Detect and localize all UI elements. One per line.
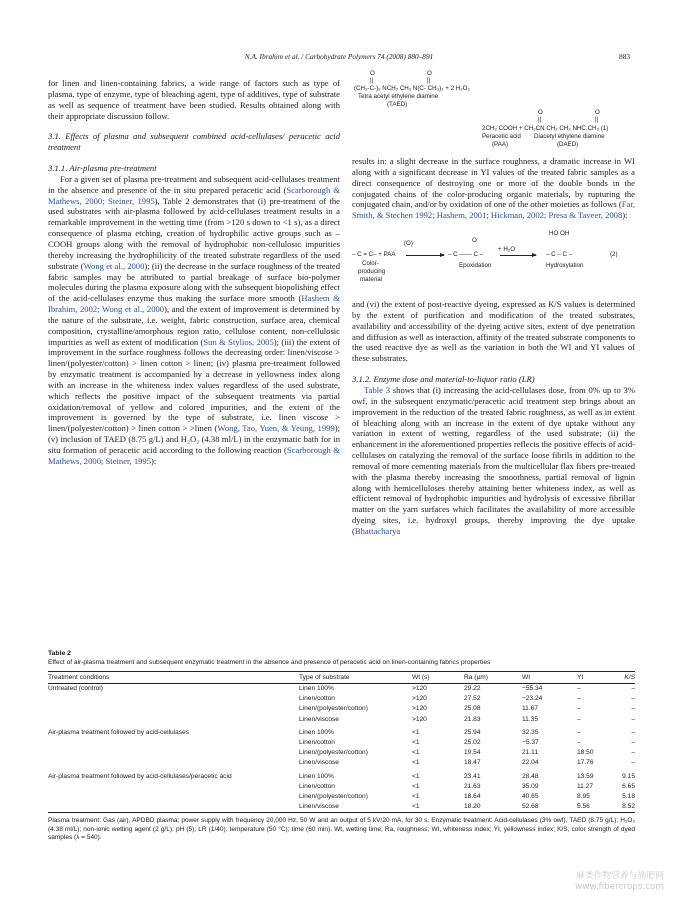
treatment-condition-cell: Air-plasma treatment followed by acid-cellulases bbox=[48, 728, 190, 736]
reactant-formula: (CH₃-C-)₂ NCH₂ CH₂ N(C- CH₃)₂ + 2 H₂O₂ bbox=[354, 85, 470, 92]
page-number: 883 bbox=[619, 52, 630, 61]
table-cell: 21.63 bbox=[464, 782, 481, 790]
table-cell: 19.54 bbox=[464, 749, 481, 757]
table-row bbox=[48, 792, 635, 802]
table-cell: −23.24 bbox=[522, 695, 543, 703]
table-cell: Linen/cotton bbox=[299, 782, 335, 790]
table-cell: 11.67 bbox=[522, 705, 539, 713]
table-cell: 5.18 bbox=[622, 793, 635, 801]
reaction-scheme-2 bbox=[352, 227, 635, 293]
treatment-condition-cell bbox=[48, 715, 299, 725]
table-cell: 6.65 bbox=[622, 782, 635, 790]
reaction-scheme-1 bbox=[352, 68, 635, 156]
equation-number: (2) bbox=[610, 251, 618, 259]
table-cell: <1 bbox=[412, 759, 420, 767]
table-cell: – bbox=[631, 759, 635, 767]
table-cell: 28.48 bbox=[522, 772, 539, 780]
table-cell: – bbox=[631, 739, 635, 747]
table-row bbox=[48, 738, 635, 748]
citation-link[interactable]: Scarborough & Mathews, 2000; Steiner, 1995 bbox=[48, 445, 340, 466]
carbonyl-o: O bbox=[427, 70, 432, 77]
reactant-alkene: – C = C– + PAA bbox=[352, 251, 396, 259]
color-label: material bbox=[360, 276, 383, 284]
table-cell: 17.76 bbox=[577, 759, 594, 767]
table-cell: – bbox=[577, 695, 581, 703]
table-row bbox=[48, 748, 635, 758]
table-cell: 52.68 bbox=[522, 802, 577, 813]
color-label: producing bbox=[358, 268, 386, 276]
table-cell: 21.83 bbox=[464, 715, 481, 723]
section-title: 3.1. Effects of plasma and subsequent combined acid-cellulases/ peracetic acid treatment bbox=[48, 131, 340, 153]
table-cell: 18.20 bbox=[464, 802, 522, 813]
carbonyl-o: O bbox=[370, 70, 375, 77]
epoxidation-label: Epoxidation bbox=[459, 262, 492, 270]
hydroxylation-label: Hydroxylation bbox=[546, 262, 584, 270]
table-footnote: Plasma treatment: Gas (air), APDBD plasma; power supply with frequency 20,000 Hz, 50 W and an output of 5 kV/20 mA, for 30 s. Enzymatic treatment: Acid-cellulases (3% owf), TAED (8.75 g/L); H₂O₂ (4.38 ml/L); non-ionic wetting agent (2 g/L); pH (5); LR (1/40); temperature (50 °C); time (60 min). Wt, wetting time; Ra, roughness; WI, whiteness index; YI, yellowness index; K/S, color strength of dyed samples (λ = 540). bbox=[48, 817, 635, 842]
citation-link[interactable]: Bhattacharya bbox=[354, 525, 401, 536]
product2-abbr: (DAED) bbox=[557, 141, 579, 148]
product1-abbr: (PAA) bbox=[492, 141, 509, 148]
epoxide-oxygen: O bbox=[472, 237, 477, 245]
treatment-condition-cell bbox=[48, 704, 299, 714]
table-cell: 29.22 bbox=[464, 685, 481, 692]
reagent-oxygen: (O) bbox=[404, 240, 413, 248]
double-bond: || bbox=[370, 77, 374, 84]
table-cell: Linen 100% bbox=[299, 685, 334, 692]
table-cell: Linen 100% bbox=[299, 772, 334, 780]
table-cell: 18.50 bbox=[577, 749, 594, 757]
table-body bbox=[48, 684, 635, 813]
text-run: shows that (i) increasing the acid-cellulases dose, from 0% up to 3% owf, in the subsequent enzymatic/peracetic acid treatment step brings about an improvement in the reduction of the treated fabric roughness, as well as in extent of bleaching along with an increase in the extent of dye uptake without any variation in extent of wetting, regardless of the used substrate; (ii) the enhancement in the aforementioned properties reflects the positive effects of acid-cellulases on catalyzing the removal of the surface loose fibrils in addition to the removal of more cementing materials from the multicellular flax fibers pre-treated with the plasma thereby increasing the smoothness, partial removal of lignin along with hemicelluloses thereby attaining better whiteness index, as well as efficient removal of hydrophobic impurities and hydrolysis of excessive fibrillar matter on the yarn surfaces which facilitates the availability of more accessible dyeing sites, i.e. hydroxyl groups, thereby improving the dye uptake ( bbox=[352, 384, 635, 536]
table-cell: Linen 100% bbox=[299, 728, 334, 736]
table-cell: 22.04 bbox=[522, 759, 539, 767]
table-cell: – bbox=[577, 685, 581, 692]
table-cell: Linen/viscose bbox=[299, 802, 412, 813]
table-row bbox=[48, 725, 635, 738]
table-header-row bbox=[48, 672, 635, 684]
table-cell: 8.52 bbox=[612, 802, 635, 813]
citation-link[interactable]: Hashem & Ibrahim, 2002; Wong et al., 2000 bbox=[48, 293, 340, 315]
epoxide-structure: – C —— C – bbox=[448, 251, 484, 259]
reactant-abbr: (TAED) bbox=[387, 101, 408, 108]
hydroxyl-groups: HO OH bbox=[549, 230, 570, 238]
table-cell: – bbox=[577, 705, 581, 713]
text-run: ): bbox=[151, 455, 157, 466]
table-row bbox=[48, 715, 635, 725]
reagent-water: + H₂O bbox=[498, 246, 516, 254]
treatment-condition-cell bbox=[48, 758, 299, 768]
citation-link[interactable]: Sun & Stylios, 2005 bbox=[203, 336, 274, 347]
table-row bbox=[48, 758, 635, 768]
text-run: ); (iii) the extent of improvement in the surface roughness follows the decreasing order: linen/viscose > linen/(polyester/cotton) > linen cotton > linen; (iv) plasma pre-treatment followed by enzymatic treatment is accompanied by a decrease in yellowness index along with an increase in the whiteness index values regardless of the used substrate, which reflects the positive impact of the subsequent treatments via partial oxidation/removal of yellow and colored impurities, and the extent of the improvement is governed by the type of substrate, i.e. linen viscose > linen/(polyester/cotton) > linen cotton > >linen ( bbox=[48, 336, 340, 434]
table-cell: Linen/cotton bbox=[299, 739, 335, 747]
table-cell: 21.11 bbox=[522, 749, 539, 757]
table-cell: – bbox=[631, 695, 635, 703]
product1-name: Peracetic acid bbox=[482, 133, 521, 140]
table-cell: 25.94 bbox=[464, 728, 481, 736]
table-row bbox=[48, 802, 635, 813]
table-cell: Linen/viscose bbox=[299, 759, 339, 767]
column-header: K/S bbox=[612, 672, 635, 684]
citation-link[interactable]: Wong, Tao, Yuen, & Yeung, 1999 bbox=[217, 423, 335, 434]
table-cell: 13.59 bbox=[577, 772, 594, 780]
table-cell: 9.15 bbox=[622, 772, 635, 780]
watermark bbox=[575, 871, 664, 893]
citation-link[interactable]: Far, Smith, & Stechen 1992; Hashem, 2001; Hickman, 2002; Presa & Taveer, 2008 bbox=[352, 199, 635, 221]
table-cell: 18.64 bbox=[464, 793, 481, 801]
table-cell: 35.09 bbox=[522, 782, 539, 790]
table-cell: – bbox=[631, 728, 635, 736]
carbonyl-o: O bbox=[595, 109, 600, 116]
table-cell: <1 bbox=[412, 739, 420, 747]
table-cell: 40.65 bbox=[522, 793, 539, 801]
treatment-condition-cell bbox=[48, 802, 299, 813]
table-cell: 32.35 bbox=[522, 728, 539, 736]
table-2 bbox=[48, 650, 635, 843]
table-cell: 23.41 bbox=[464, 772, 481, 780]
subsection-title: 3.1.2. Enzyme dose and material-to-liquor ratio (LR) bbox=[352, 374, 535, 385]
left-column bbox=[48, 78, 340, 626]
table-cell: – bbox=[631, 715, 635, 723]
column-header: Wt (s) bbox=[412, 672, 464, 684]
double-bond: || bbox=[595, 116, 599, 123]
table-cell: <1 bbox=[412, 728, 420, 736]
diol-structure: – C – C – bbox=[546, 251, 573, 259]
text-run: ), and the extent of improvement is determined by the nature of the substrate, i.e. weight, fabric construction, surface area, chemical composition, crystalline/amorphous region ratio, cellulose content, non-cellulosic impurities as well as extent of modification ( bbox=[48, 304, 340, 347]
double-bond: || bbox=[427, 77, 431, 84]
table-cell: >120 bbox=[412, 705, 427, 713]
table-cell: – bbox=[631, 749, 635, 757]
text-run: ): bbox=[622, 210, 628, 221]
text-run: ), Table 2 demonstrates that (i) pre-treatment of the used substrates with air-plasma followed by acid-cellulases treatment results in a remarkable improvement in the wetting time (from >120 s down to <1 s), as a direct consequence of plasma etching, creation of hydrophilic active groups such as –COOH groups along with the removal of hydrophobic non-cellulosic impurities thereby increasing the hydrophilicity of the treated substrate regardless of the used substrate ( bbox=[48, 195, 340, 271]
citation-link[interactable]: Scarborough & Mathews, 2000; Steiner, 1995 bbox=[48, 184, 340, 206]
table-cell: – bbox=[631, 705, 635, 713]
table-cell: <1 bbox=[412, 772, 420, 780]
table-cell: <1 bbox=[412, 793, 420, 801]
table-cell: 27.52 bbox=[464, 695, 481, 703]
body-paragraph bbox=[352, 385, 635, 537]
table-cell: Linen/cotton bbox=[299, 695, 335, 703]
journal-citation: N.A. Ibrahim et al. / Carbohydrate Polymers 74 (2008) 880–891 bbox=[244, 52, 434, 61]
body-paragraph bbox=[48, 174, 340, 467]
reactant-name: Tetra acetyl ethylene diamine bbox=[358, 93, 439, 100]
color-label: Color- bbox=[362, 260, 379, 268]
table-caption: Effect of air-plasma treatment and subsequent enzymatic treatment in the absence and presence of peracetic acid on linen-containing fabrics properties bbox=[48, 659, 491, 666]
table-cell: Linen/viscose bbox=[299, 715, 339, 723]
treatment-condition-cell bbox=[48, 694, 299, 704]
column-header: Ra (μm) bbox=[464, 672, 522, 684]
table-link[interactable]: Table 3 bbox=[364, 384, 391, 395]
table-row bbox=[48, 694, 635, 704]
text-run: For a given set of plasma pre-treatment and subsequent acid-cellulases treatment in the absence and presence of the in situ prepared peracetic acid ( bbox=[48, 173, 340, 195]
carbonyl-o: O bbox=[538, 109, 543, 116]
table-cell: 11.27 bbox=[577, 782, 594, 790]
treatment-condition-cell bbox=[48, 792, 299, 802]
table-cell: −5.37 bbox=[522, 739, 539, 747]
product2-name: Diacetyl ethylene diamine bbox=[534, 133, 605, 140]
citation-link[interactable]: Wong et al., 2000 bbox=[83, 260, 145, 271]
table-cell: – bbox=[577, 728, 581, 736]
table-cell: >120 bbox=[412, 695, 427, 703]
table-cell: >120 bbox=[412, 715, 427, 723]
subsection-title: 3.1.1. Air-plasma pre-treatment bbox=[48, 163, 157, 174]
table-cell: – bbox=[577, 715, 581, 723]
treatment-condition-cell bbox=[48, 738, 299, 748]
table-cell: <1 bbox=[412, 782, 420, 790]
table-cell: Linen/(polyester/cotton) bbox=[299, 793, 368, 801]
column-header: Type of substrate bbox=[299, 672, 412, 684]
table-cell: 25.02 bbox=[464, 739, 481, 747]
treatment-condition-cell bbox=[48, 748, 299, 758]
reaction-arrow bbox=[406, 255, 444, 256]
column-header: YI bbox=[577, 672, 612, 684]
column-header: WI bbox=[522, 672, 577, 684]
product-formula: 2CH₃ COOH + CH₃CN CH₂ CH₂ NHC.CH₃ (1) bbox=[482, 125, 609, 132]
table-cell: <1 bbox=[412, 802, 464, 813]
treatment-condition-cell: Untreated (control) bbox=[48, 685, 103, 692]
right-column bbox=[352, 68, 635, 628]
table-row bbox=[48, 684, 635, 695]
intro-paragraph: for linen and linen-containing fabrics, a wide range of factors such as type of plasma, type of enzyme, type of bleaching agent, type of additives, type of substrate as well as sequence of treatment have been studied. Results obtained along with their appropriate discussion follow. bbox=[48, 78, 340, 121]
table-cell: >120 bbox=[412, 685, 427, 692]
table-cell: 11.35 bbox=[522, 715, 539, 723]
double-bond: || bbox=[538, 116, 542, 123]
table-cell: 18.47 bbox=[464, 759, 481, 767]
table-row bbox=[48, 782, 635, 792]
table-cell: – bbox=[577, 739, 581, 747]
treatment-condition-cell: Air-plasma treatment followed by acid-cellulases/peracetic acid bbox=[48, 772, 232, 780]
text-run: results in: a slight decrease in the surface roughness, a dramatic increase in WI along with a significant decrease in YI values of the treated fabric samples as a direct consequence of destroying one or more of the double bonds in the conjugated chains of the color-producing organic materials, by rupturing the conjugated chain, and/or by oxidation of one of the other moieties as follows ( bbox=[352, 156, 635, 210]
table-cell: <1 bbox=[412, 749, 420, 757]
table-cell: Linen/(polyester/cotton) bbox=[299, 705, 368, 713]
table-cell: 5.56 bbox=[577, 802, 612, 813]
table-row bbox=[48, 769, 635, 782]
column-header: Treatment conditions bbox=[48, 672, 299, 684]
watermark-url: www.fibercrops.com bbox=[575, 882, 664, 892]
watermark-text: 麻类作物营养与施肥网 bbox=[576, 871, 664, 881]
table-label: Table 2 bbox=[48, 650, 71, 657]
text-run: ); (ii) the decrease in the surface roughness of the treated fabric samples may be attributed to partial breakage of surface bio-polymer molecules during the plasma exposure along with the subsequent biopolishing effect of the acid-cellulases enzyme thus making the surface more smooth ( bbox=[48, 260, 340, 304]
table-cell: 8.95 bbox=[577, 793, 590, 801]
table-cell: 25.08 bbox=[464, 705, 481, 713]
table-row bbox=[48, 704, 635, 714]
table-cell: – bbox=[631, 685, 635, 692]
table-cell: Linen/(polyester/cotton) bbox=[299, 749, 368, 757]
data-table bbox=[48, 671, 635, 813]
treatment-condition-cell bbox=[48, 782, 299, 792]
body-paragraph bbox=[352, 156, 635, 221]
table-cell: −55.34 bbox=[522, 685, 543, 692]
reaction-arrow bbox=[500, 255, 536, 256]
text-run: ); (v) inclusion of TAED (8.75 g/L) and H₂O₂ (4.38 ml/L) in the enzymatic bath for in situ formation of peracetic acid according to the following reaction ( bbox=[48, 423, 340, 455]
page-header bbox=[48, 52, 630, 64]
body-paragraph: and (vi) the extent of post-reactive dyeing, expressed as K/S values is determined by the extent of purification and modification of the treated substrates, availability and accessibility of the dyeing active sites, extent of dye penetration and diffusion as well as interaction, affinity of the treated substrate components to the used reactive dye as well as the variation in both the WI and YI values of these substrates. bbox=[352, 299, 635, 364]
